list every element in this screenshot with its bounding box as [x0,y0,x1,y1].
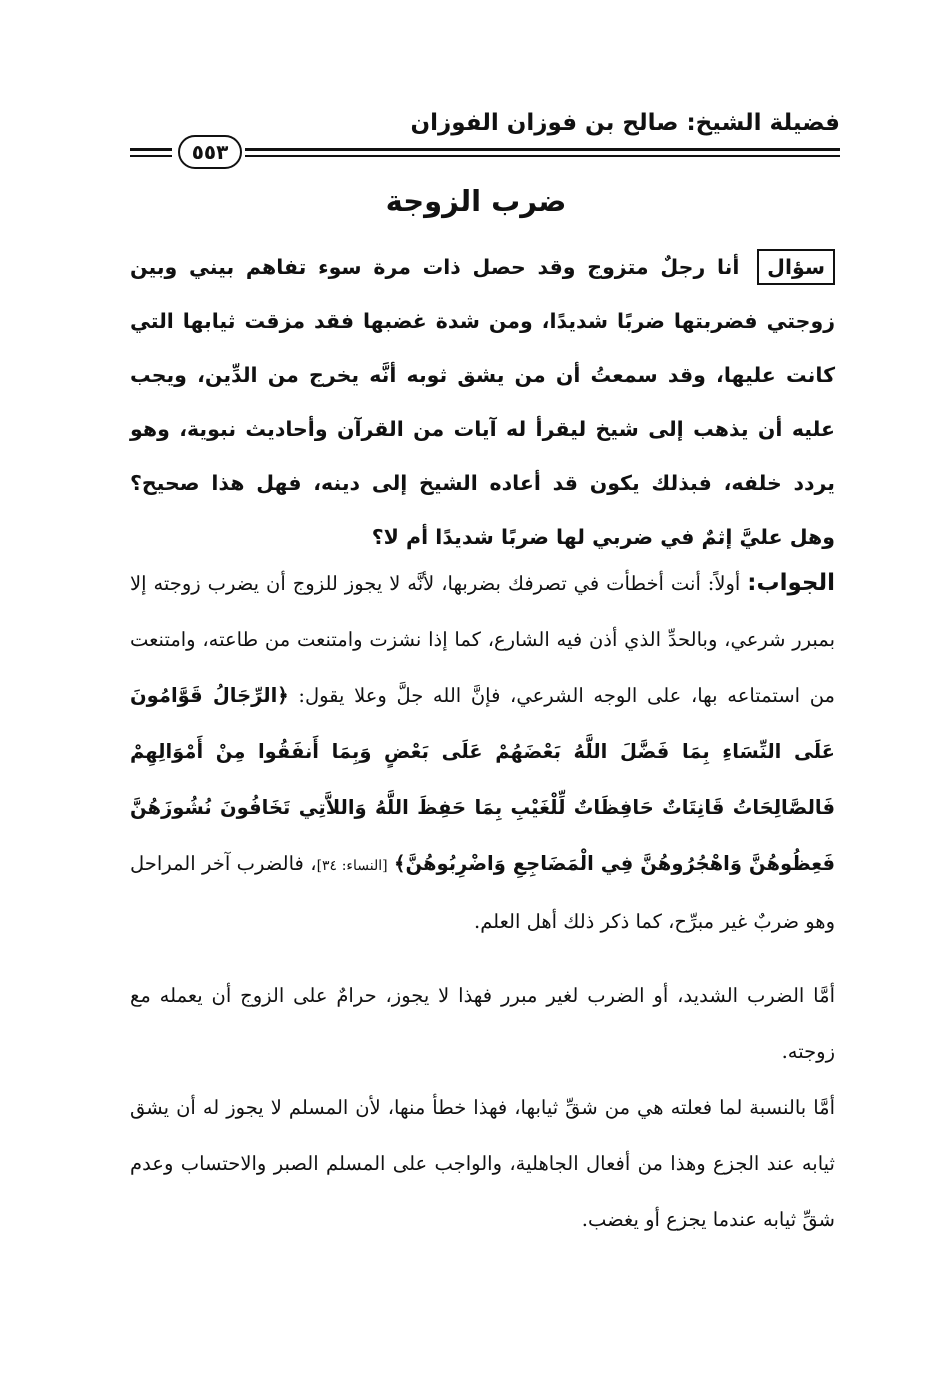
verse-reference: [النساء: ٣٤] [316,858,388,874]
question-text: أنا رجلٌ متزوج وقد حصل ذات مرة سوء تفاهم بيني وبين زوجتي فضربتها ضربًا شديدًا، ومن شدة غضبها فقد مزقت ثيابها التي كانت عليها، وقد سمعتُ أن من يشق ثوبه أنَّه يخرج من الدِّين، ويجب عليه أن يذهب إلى شيخ ليقرأ له آيات من القرآن وأحاديث نبوية، وهو يردد خلفه، فبذلك يكون قد أعاده الشيخ إلى دينه، فهل هذا صحيح؟ وهل عليَّ إثمٌ في ضربي لها ضربًا شديدًا أم لا؟ [130,255,835,549]
question-label: سؤال [757,249,835,285]
answer-text-after: ، فالضرب آخر المراحل وهو ضربٌ غير مبرِّح، كما ذكر ذلك أهل العلم. [130,852,835,933]
paragraph-2: أمَّا الضرب الشديد، أو الضرب لغير مبرر فهذا لا يجوز، حرامٌ على الزوج أن يعمله مع زوجته. [130,984,835,1063]
question-block [130,240,835,564]
quran-verse: ﴿الرِّجَالُ قَوَّامُونَ عَلَى النِّسَاءِ بِمَا فَضَّلَ اللَّهُ بَعْضَهُمْ عَلَى بَعْضٍ وَبِمَا أَنفَقُوا مِنْ أَمْوَالِهِمْ فَالصَّالِحَاتُ قَانِتَاتٌ حَافِظَاتٌ لِّلْغَيْبِ بِمَا حَفِظَ اللَّهُ وَاللاَّتِي تَخَافُونَ نُشُوزَهُنَّ فَعِظُوهُنَّ وَاهْجُرُوهُنَّ فِي الْمَضَاجِعِ وَاضْرِبُوهُنَّ﴾ [130,684,835,875]
answer-text-before: أولاً: أنت أخطأت في تصرفك بضربها، لأنَّه لا يجوز للزوج أن يضرب زوجته إلا بمبرر شرعي، وبالحدِّ الذي أذن فيه الشارع، كما إذا نشزت وامتنعت من طاعته، وامتنعت من استمتاعه بها، على الوجه الشرعي، فإنَّ الله جلَّ وعلا يقول: [130,572,836,707]
answer-block [130,555,835,950]
page-number: ٥٥٣ [178,135,242,169]
running-title: فضيلة الشيخ: صالح بن فوزان الفوزان [410,110,840,136]
paragraph-3: أمَّا بالنسبة لما فعلته هي من شقِّ ثيابها، فهذا خطأ منها، لأن المسلم لا يجوز له أن يشق ثيابه عند الجزع وهذا من أفعال الجاهلية، والواجب على المسلم الصبر والاحتساب وعدم شقِّ ثيابه عندما يجزع أو يغضب. [130,1096,835,1231]
header-rule [245,148,840,157]
page-header [130,110,840,170]
answer-label: الجواب: [747,570,835,596]
section-title: ضرب الزوجة [385,184,567,218]
header-rule-short [130,148,172,157]
